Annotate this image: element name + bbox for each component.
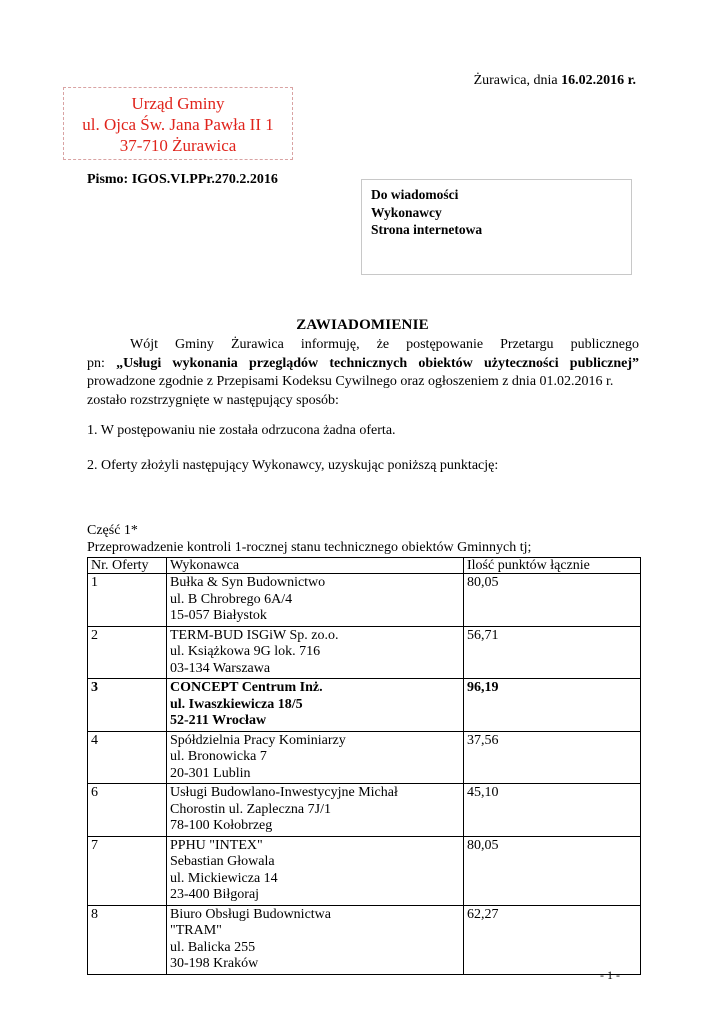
points-cell: 62,27 [464,905,641,974]
body-line: Wójt Gminy Żurawica informuję, że postępowanie Przetargu publicznego [130,337,639,352]
contractor-line: ul. B Chrobrego 6A/4 [170,591,293,607]
column-header-points: Ilość punktów łącznie [464,558,641,574]
stamp-line-office: Urząd Gminy [131,94,225,113]
contractor-line: 78-100 Kołobrzeg [170,818,273,833]
tender-prefix: pn: [87,355,117,371]
contractor-line: ul. Mickiewicza 14 [170,870,278,886]
contractor-line: Spółdzielnia Pracy Kominiarzy [170,732,346,748]
contractor-cell [167,626,464,679]
contractor-line: TERM-BUD ISGiW Sp. zo.o. [170,627,339,643]
offer-number-cell: 4 [88,731,167,784]
contractor-line: PPHU "INTEX" [170,837,263,853]
contractor-line: "TRAM" [170,923,222,938]
stamp-line-street: ul. Ojca Św. Jana Pawła II 1 [82,115,274,134]
stamp-line-city: 37-710 Żurawica [119,136,237,155]
notice-title: ZAWIADOMIENIE [296,317,429,333]
table-row [88,784,641,837]
column-header-contractor: Wykonawca [167,558,464,574]
contractor-line: 52-211 Wrocław [170,713,267,728]
body-line: prowadzone zgodnie z Przepisami Kodeksu Cywilnego oraz ogłoszeniem z dnia 01.02.2016 r. [87,374,614,389]
body-line: zostało rozstrzygnięte w następujący sposób: [87,392,339,408]
offer-number-cell: 7 [88,836,167,905]
table-row [88,836,641,905]
points-cell: 37,56 [464,731,641,784]
table-row [88,626,641,679]
points-cell: 45,10 [464,784,641,837]
contractor-cell [167,679,464,732]
document-date: 16.02.2016 r. [561,73,636,88]
table-row [88,679,641,732]
points-cell: 56,71 [464,626,641,679]
contractor-cell [167,784,464,837]
part-description: Przeprowadzenie kontroli 1-rocznej stanu technicznego obiektów Gminnych tj; [87,540,532,555]
contractor-line: 30-198 Kraków [170,956,259,971]
table-row [88,905,641,974]
recipient-line: Strona internetowa [371,222,483,237]
contractor-line: CONCEPT Centrum Inż. [170,680,323,695]
office-stamp [63,87,293,160]
part-title: Część 1* [87,523,138,538]
column-header-offer-number: Nr. Oferty [88,558,167,574]
table-row [88,574,641,627]
points-cell: 96,19 [464,679,641,732]
contractor-cell [167,731,464,784]
contractor-line: 03-134 Warszawa [170,660,271,676]
letter-reference: Pismo: IGOS.VI.PPr.270.2.2016 [87,172,278,187]
contractor-cell [167,574,464,627]
tender-name: „Usługi wykonania przeglądów technicznych obiektów użyteczności publicznej” [116,355,640,371]
recipient-line: Do wiadomości [371,187,459,202]
offer-number-cell: 2 [88,626,167,679]
point-1: 1. W postępowaniu nie została odrzucona żadna oferta. [87,423,396,438]
points-cell: 80,05 [464,836,641,905]
contractor-line: ul. Książkowa 9G lok. 716 [170,644,321,659]
contractor-cell [167,836,464,905]
recipient-line: Wykonawcy [371,204,442,220]
offers-table-body [88,574,641,975]
offer-number-cell: 3 [88,679,167,732]
contractor-line: ul. Balicka 255 [170,939,256,955]
contractor-cell [167,905,464,974]
offer-number-cell: 1 [88,574,167,627]
point-2: 2. Oferty złożyli następujący Wykonawcy, uzyskując poniższą punktację: [87,458,499,473]
body-line-tender-name [87,355,639,374]
contractor-line: Biuro Obsługi Budownictwa [170,906,331,922]
table-row [88,731,641,784]
page-number: - 1 - [600,968,620,982]
document-date-line [400,73,636,89]
offer-number-cell: 8 [88,905,167,974]
contractor-line: 15-057 Białystok [170,608,267,623]
contractor-line: ul. Bronowicka 7 [170,749,267,764]
contractor-line: Chorostin ul. Zapleczna 7J/1 [170,801,331,817]
offers-table [87,557,641,975]
contractor-line: ul. Iwaszkiewicza 18/5 [170,696,303,712]
contractor-line: Sebastian Głowala [170,854,275,869]
contractor-line: 20-301 Lublin [170,765,251,781]
notice-body [87,336,639,410]
contractor-line: 23-400 Biłgoraj [170,887,260,902]
contractor-line: Usługi Budowlano-Inwestycyjne Michał [170,785,398,800]
date-prefix: Żurawica, dnia [473,73,562,88]
recipients-box [361,179,632,275]
points-cell: 80,05 [464,574,641,627]
contractor-line: Bułka & Syn Budownictwo [170,575,326,590]
offer-number-cell: 6 [88,784,167,837]
table-header-row [88,558,641,574]
